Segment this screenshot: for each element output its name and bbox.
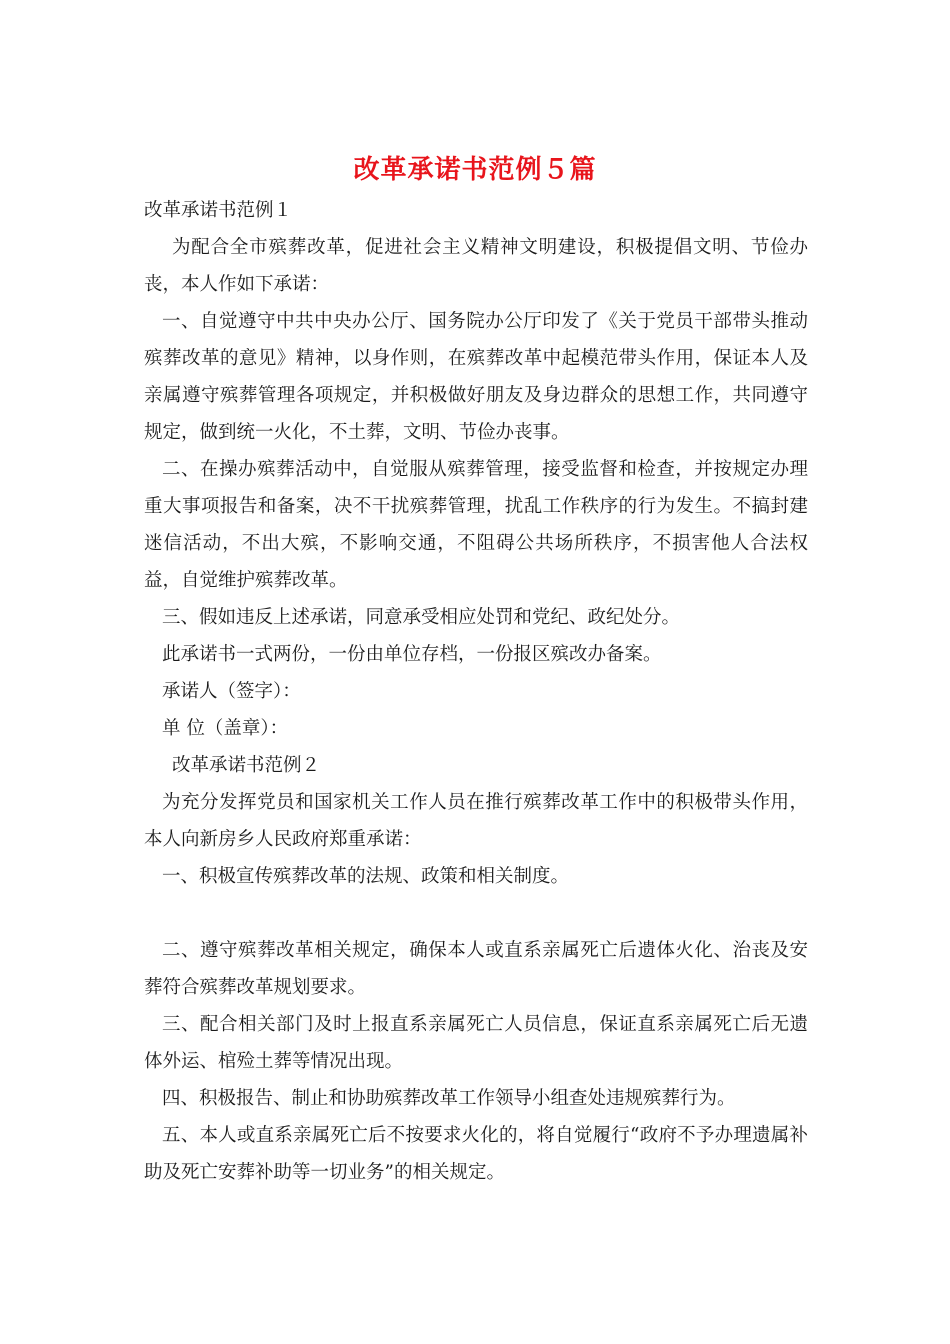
paragraph-item-2-5: 五、本人或直系亲属死亡后不按要求火化的，将自觉履行“政府不予办理遗属补助及死亡安葬补助等一切业务”的相关规定。: [144, 1125, 808, 1183]
paragraph-item-1-3: 三、假如违反上述承诺，同意承受相应处罚和党纪、政纪处分。: [162, 607, 681, 628]
section-heading-1: 改革承诺书范例１: [144, 200, 293, 221]
seal-line: 单 位（盖章）：: [162, 718, 289, 739]
paragraph-item-1-2: 二、在操办殡葬活动中，自觉服从殡葬管理，接受监督和检查，并按规定办理重大事项报告和备案，决不干扰殡葬管理，扰乱工作秩序的行为发生。不搞封建迷信活动，不出大殡，不影响交通，不阻碍公共场所秩序，不损害他人合法权益，自觉维护殡葬改革。: [144, 459, 808, 591]
document-body: [144, 192, 808, 1191]
paragraph-copies-note: 此承诺书一式两份，一份由单位存档，一份报区殡改办备案。: [162, 644, 662, 665]
paragraph-item-2-1: 一、积极宣传殡葬改革的法规、政策和相关制度。: [162, 866, 570, 887]
paragraph-item-2-2: 二、遵守殡葬改革相关规定，确保本人或直系亲属死亡后遗体火化、治丧及安葬符合殡葬改革规划要求。: [144, 940, 808, 998]
paragraph-intro-1: 为配合全市殡葬改革，促进社会主义精神文明建设，积极提倡文明、节俭办丧，本人作如下承诺：: [144, 237, 808, 295]
section-heading-2: 改革承诺书范例２: [172, 755, 321, 776]
paragraph-item-1-1: 一、自觉遵守中共中央办公厅、国务院办公厅印发了《关于党员干部带头推动殡葬改革的意见》精神，以身作则，在殡葬改革中起模范带头作用，保证本人及亲属遵守殡葬管理各项规定，并积极做好朋友及身边群众的思想工作，共同遵守规定，做到统一火化，不土葬，文明、节俭办丧事。: [144, 311, 808, 443]
document-title: 改革承诺书范例５篇: [353, 155, 597, 185]
paragraph-intro-2: 为充分发挥党员和国家机关工作人员在推行殡葬改革工作中的积极带头作用，本人向新房乡人民政府郑重承诺：: [144, 792, 808, 850]
signature-line: 承诺人（签字）：: [162, 681, 301, 702]
paragraph-item-2-3: 三、配合相关部门及时上报直系亲属死亡人员信息，保证直系亲属死亡后无遗体外运、棺殓土葬等情况出现。: [144, 1014, 808, 1072]
blank-gap: [144, 895, 808, 932]
paragraph-item-2-4: 四、积极报告、制止和协助殡葬改革工作领导小组查处违规殡葬行为。: [162, 1088, 736, 1109]
